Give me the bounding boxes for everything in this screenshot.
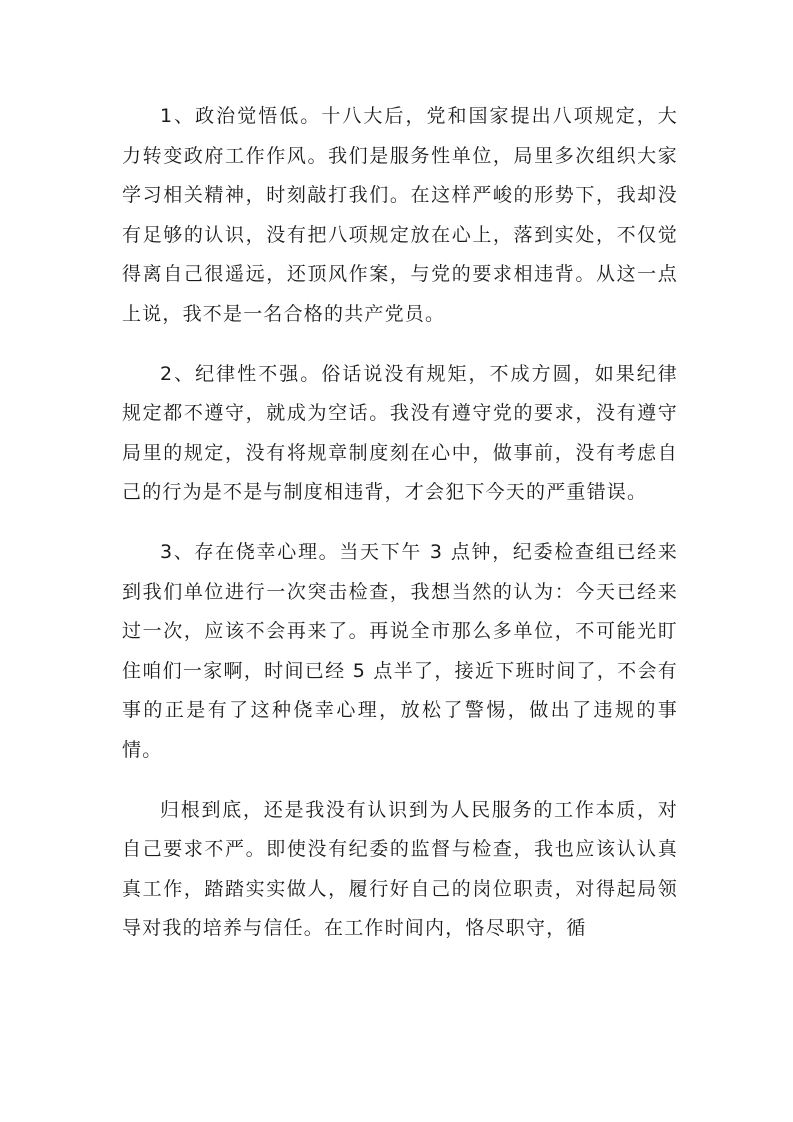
paragraph-discipline: 2、纪律性不强。俗话说没有规矩，不成方圆，如果纪律规定都不遵守，就成为空话。我没有遵守党的要求，没有遵守局里的规定，没有将规章制度刻在心中，做事前，没有考虑自己的行为是不是与制度相违背，才会犯下今天的严重错误。	[122, 362, 678, 504]
paragraph-conclusion: 归根到底，还是我没有认识到为人民服务的工作本质，对自己要求不严。即使没有纪委的监督与检查，我也应该认认真真工作，踏踏实实做人，履行好自己的岗位职责，对得起局领导对我的培养与信任。在工作时间内，恪尽职守，循	[122, 798, 678, 940]
paragraph-political-awareness: 1、政治觉悟低。十八大后，党和国家提出八项规定，大力转变政府工作作风。我们是服务性单位，局里多次组织大家学习相关精神，时刻敲打我们。在这样严峻的形势下，我却没有足够的认识，没有把八项规定放在心上，落到实处，不仅觉得离自己很遥远，还顶风作案，与党的要求相违背。从这一点上说，我不是一名合格的共产党员。	[122, 105, 678, 325]
document-body	[122, 97, 678, 969]
paragraph-luck-mentality: 3、存在侥幸心理。当天下午 3 点钟，纪委检查组已经来到我们单位进行一次突击检查，我想当然的认为：今天已经来过一次，应该不会再来了。再说全市那么多单位，不可能光盯住咱们一家啊，时间已经 5 点半了，接近下班时间了，不会有事的正是有了这种侥幸心理，放松了警惕，做出了违规的事情。	[122, 540, 678, 761]
